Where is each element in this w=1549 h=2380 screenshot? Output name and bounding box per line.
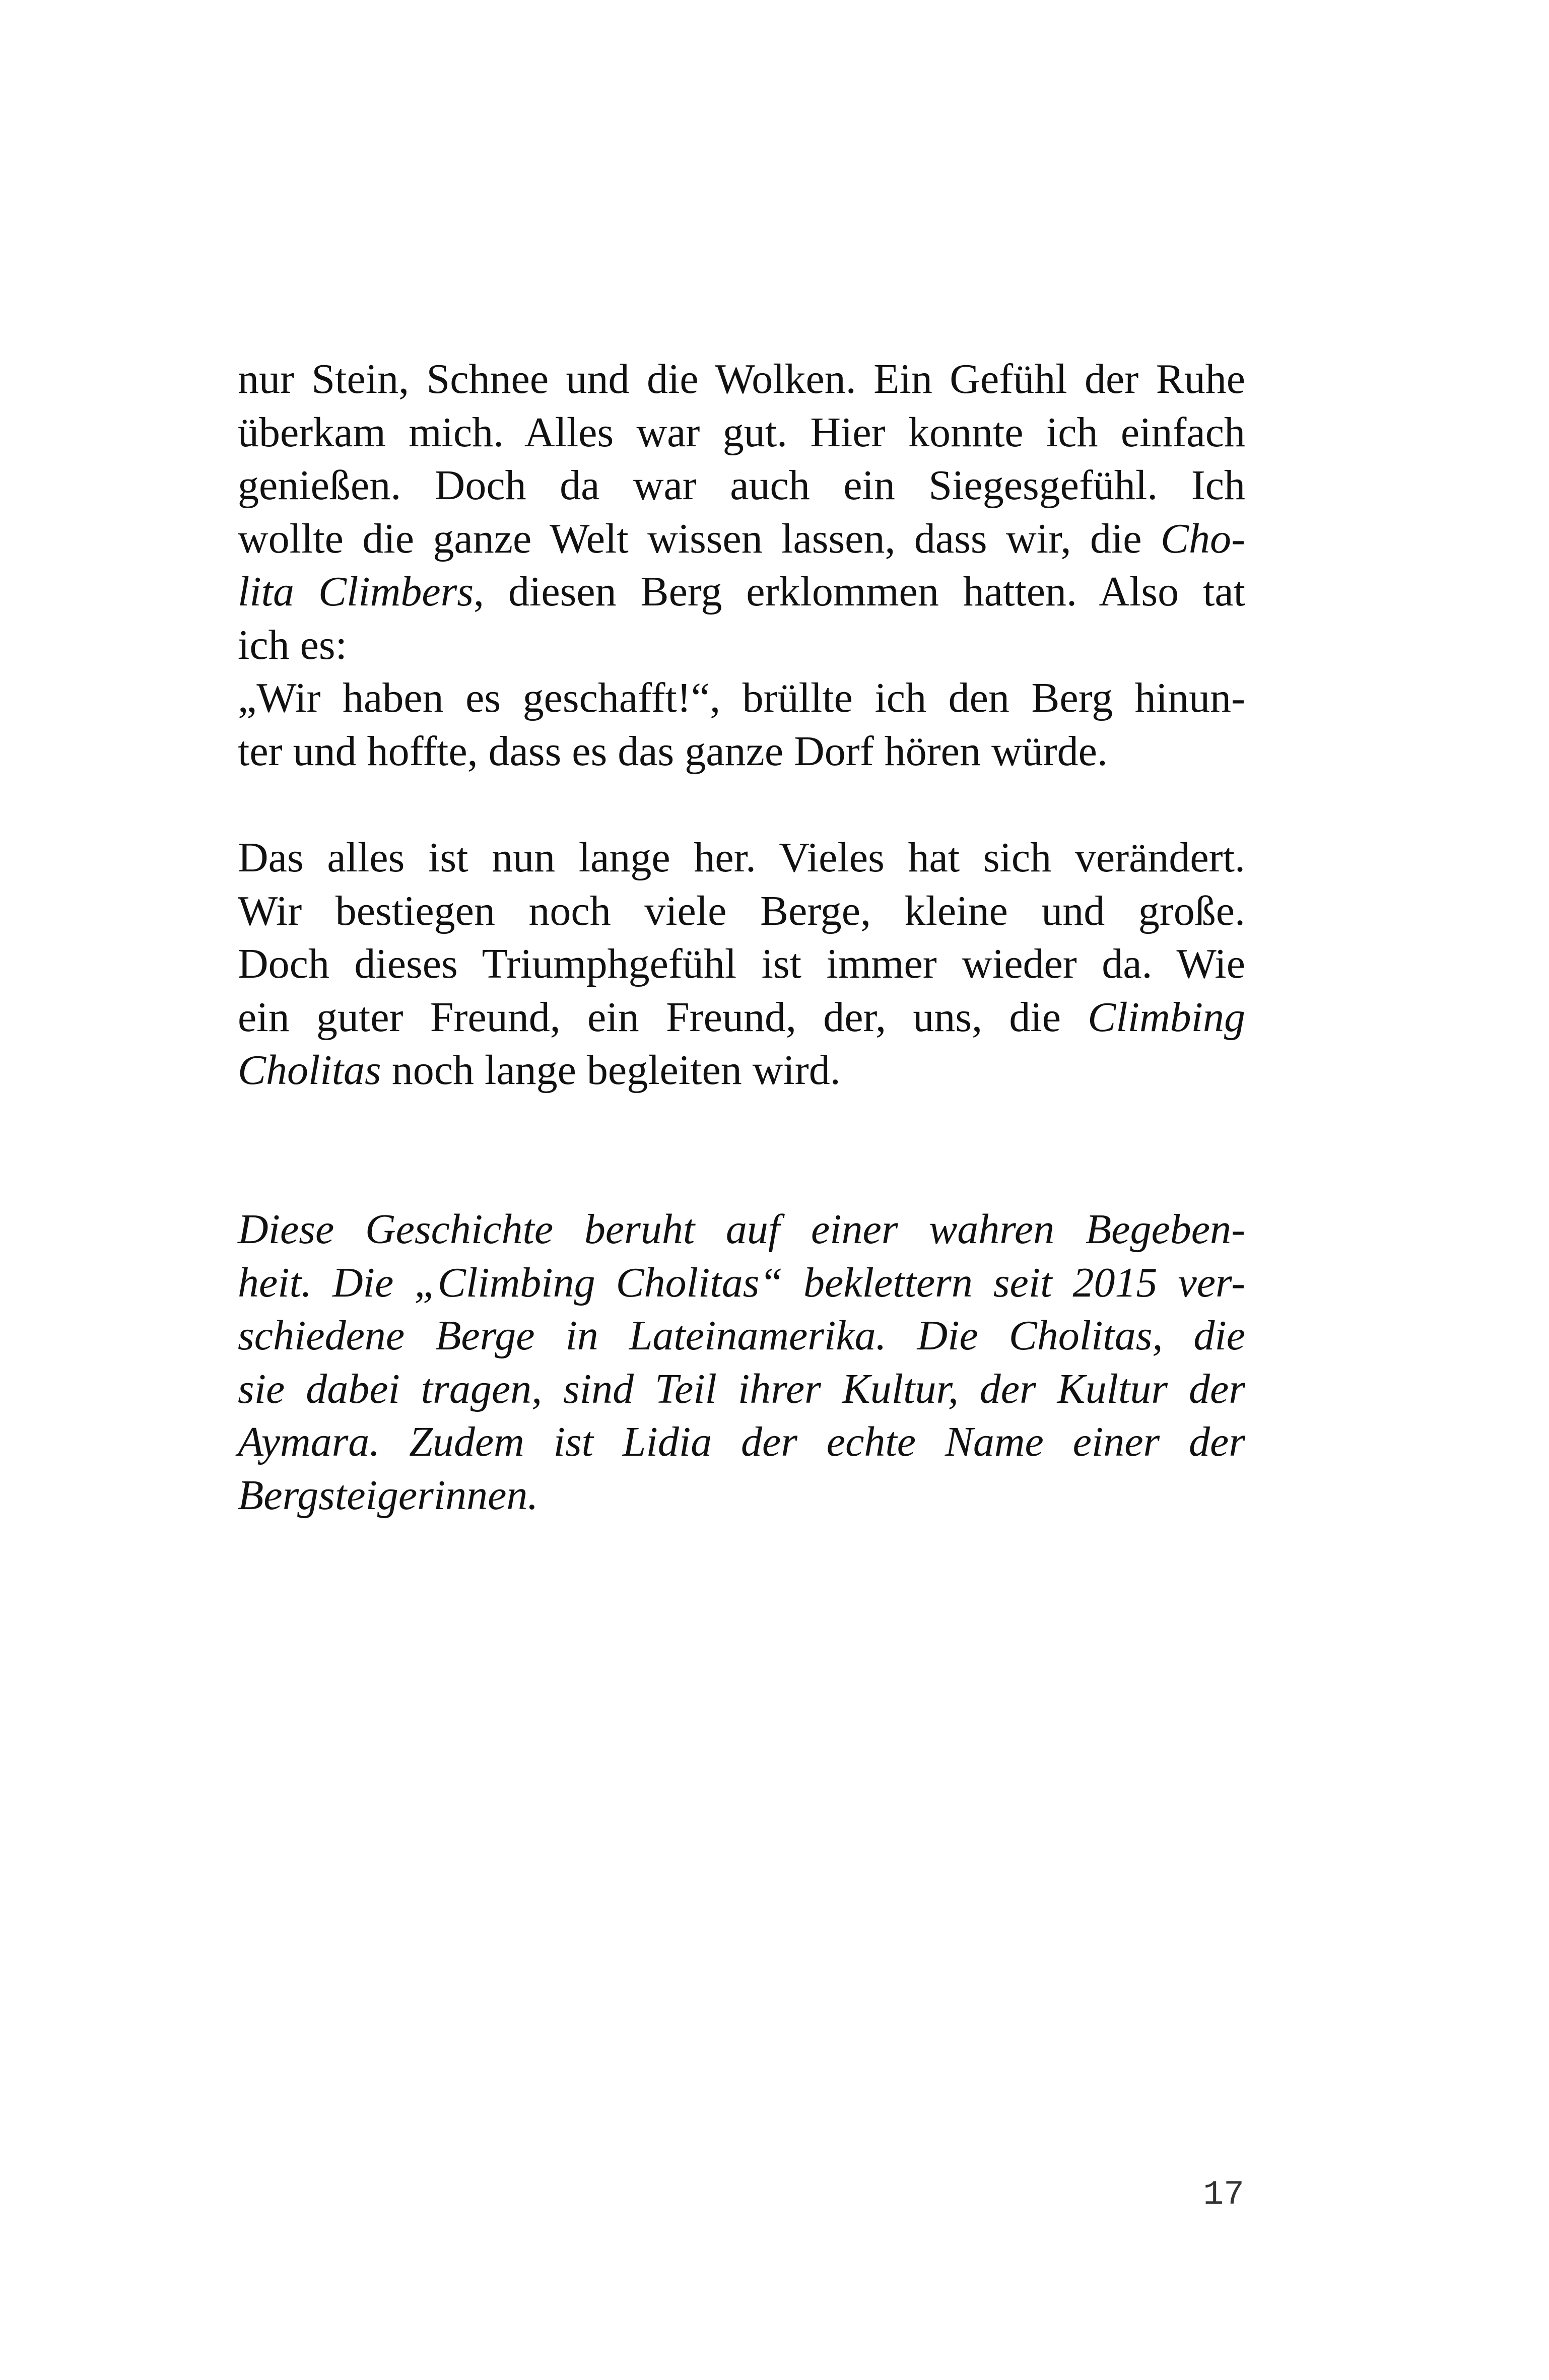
- text-line: Doch dieses Triumphgefühl ist immer wieder da. Wie: [238, 940, 1245, 987]
- text-line: Wir bestiegen noch viele Berge, kleine und große.: [238, 887, 1245, 934]
- author-note: [238, 1203, 1245, 1522]
- text-line: ter und hoffte, dass es das ganze Dorf hören würde.: [238, 727, 1108, 775]
- note-line: Aymara. Zudem ist Lidia der echte Name einer der: [238, 1418, 1245, 1465]
- text-line: ich es:: [238, 621, 347, 668]
- note-line: Bergsteigerinnen.: [238, 1471, 538, 1519]
- paragraph-summit: [238, 353, 1245, 778]
- text-segment: wollte die ganze Welt wissen lassen, dass wir, die: [238, 515, 1161, 562]
- note-line: Diese Geschichte beruht auf einer wahren Begeben-: [238, 1206, 1245, 1253]
- text-line: Das alles ist nun lange her. Vieles hat sich verändert.: [238, 834, 1245, 881]
- italic-term: Cholitas: [238, 1047, 381, 1094]
- text-line: [238, 1044, 1245, 1097]
- text-segment: , diesen Berg erklommen hatten. Also tat: [474, 568, 1245, 615]
- italic-term: Climbing: [1088, 993, 1245, 1041]
- note-line: heit. Die „Climbing Cholitas“ beklettern seit 2015 ver-: [238, 1259, 1245, 1306]
- text-segment: ein guter Freund, ein Freund, der, uns, die: [238, 993, 1088, 1041]
- text-line: überkam mich. Alles war gut. Hier konnte ich einfach: [238, 409, 1245, 456]
- paragraph-reflection: [238, 831, 1245, 1097]
- text-line: [238, 512, 1245, 566]
- text-segment: noch lange begleiten wird.: [381, 1047, 841, 1094]
- text-line: „Wir haben es geschafft!“, brüllte ich den Berg hinun-: [238, 674, 1245, 721]
- text-line: nur Stein, Schnee und die Wolken. Ein Gefühl der Ruhe: [238, 356, 1245, 402]
- page-number: 17: [1203, 2175, 1244, 2214]
- text-line: [238, 991, 1245, 1044]
- italic-term: Cho-: [1161, 515, 1245, 562]
- italic-term: lita Climbers: [238, 568, 474, 615]
- note-line: sie dabei tragen, sind Teil ihrer Kultur, der Kultur der: [238, 1365, 1245, 1412]
- note-line: schiedene Berge in Lateinamerika. Die Cholitas, die: [238, 1312, 1245, 1359]
- text-line: genießen. Doch da war auch ein Siegesgefühl. Ich: [238, 462, 1245, 509]
- text-line: [238, 565, 1245, 619]
